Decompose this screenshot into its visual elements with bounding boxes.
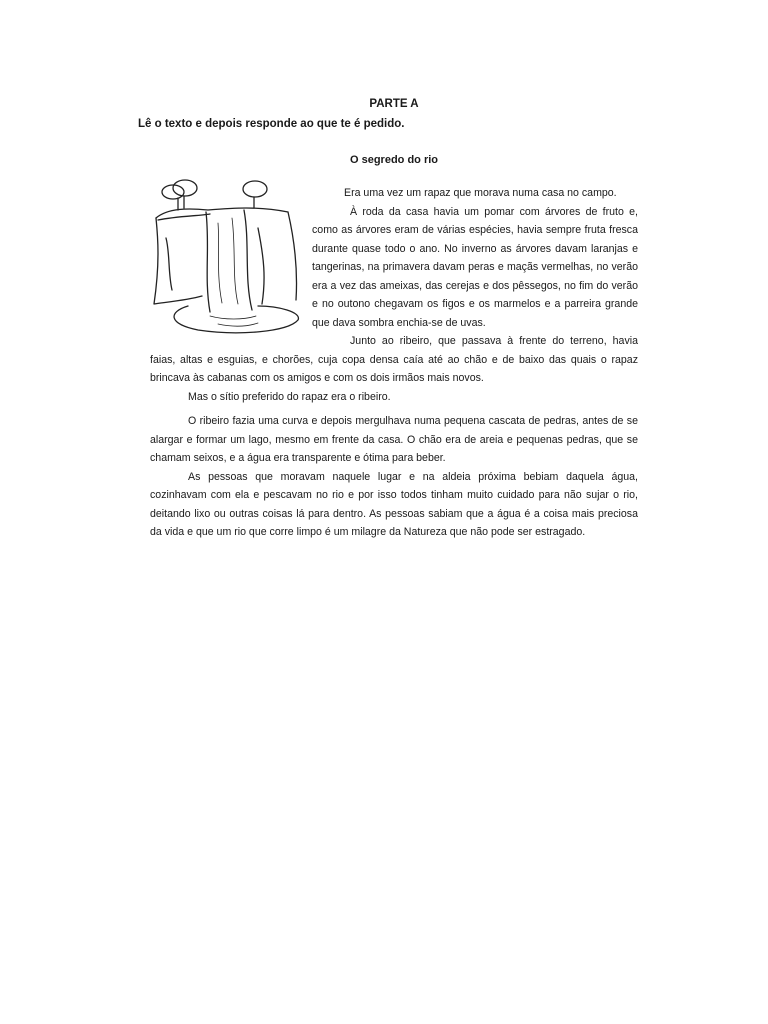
paragraph-1: Era uma vez um rapaz que morava numa casa no campo. xyxy=(344,187,617,199)
paragraph-6: As pessoas que moravam naquele lugar e na aldeia próxima bebiam daquela água, cozinhavam com ela e pescavam no rio e por isso todos tinham muito cuidado para não sujar o rio, deitando lixo ou outras coisas lá para dentro. As pessoas sabiam que a água é a coisa mais preciosa da vida e que um rio que corre limpo é um milagre da Natureza que não pode ser estragado. xyxy=(150,470,638,538)
waterfall-drawing-icon xyxy=(148,178,306,344)
story-body xyxy=(150,184,638,542)
paragraph-3: Junto ao ribeiro, que passava à frente do terreno, havia faias, altas e esguias, e chorões, cuja copa densa caía até ao chão e de baixo das quais o rapaz brincava às cabanas com os amigos e com os dois irmãos mais novos. xyxy=(150,335,638,384)
story-title: O segredo do rio xyxy=(349,154,438,166)
paragraph-5: O ribeiro fazia uma curva e depois mergulhava numa pequena cascata de pedras, antes de se alargar e formar um lago, mesmo em frente da casa. O chão era de areia e pequenas pedras, que se chamam seixos, e a água era transparente e ótima para beber. xyxy=(150,415,638,464)
paragraph-2: À roda da casa havia um pomar com árvores de fruto e, como as árvores eram de várias espécies, havia sempre fruta fresca durante quase todo o ano. No inverno as árvores davam laranjas e tangerinas, na primavera davam peras e maçãs vermelhas, no verão era a vez das ameixas, das cerejas e dos pêssegos, no fim do verão e no outono chegavam os figos e os marmelos e a parreira grande que dava sombra enchia-se de uvas. xyxy=(312,205,638,329)
part-title: PARTE A xyxy=(369,98,419,110)
instruction-text: Lê o texto e depois responde ao que te é pedido. xyxy=(138,118,405,130)
paragraph-4: Mas o sítio preferido do rapaz era o ribeiro. xyxy=(188,390,391,403)
document-page xyxy=(138,98,638,542)
